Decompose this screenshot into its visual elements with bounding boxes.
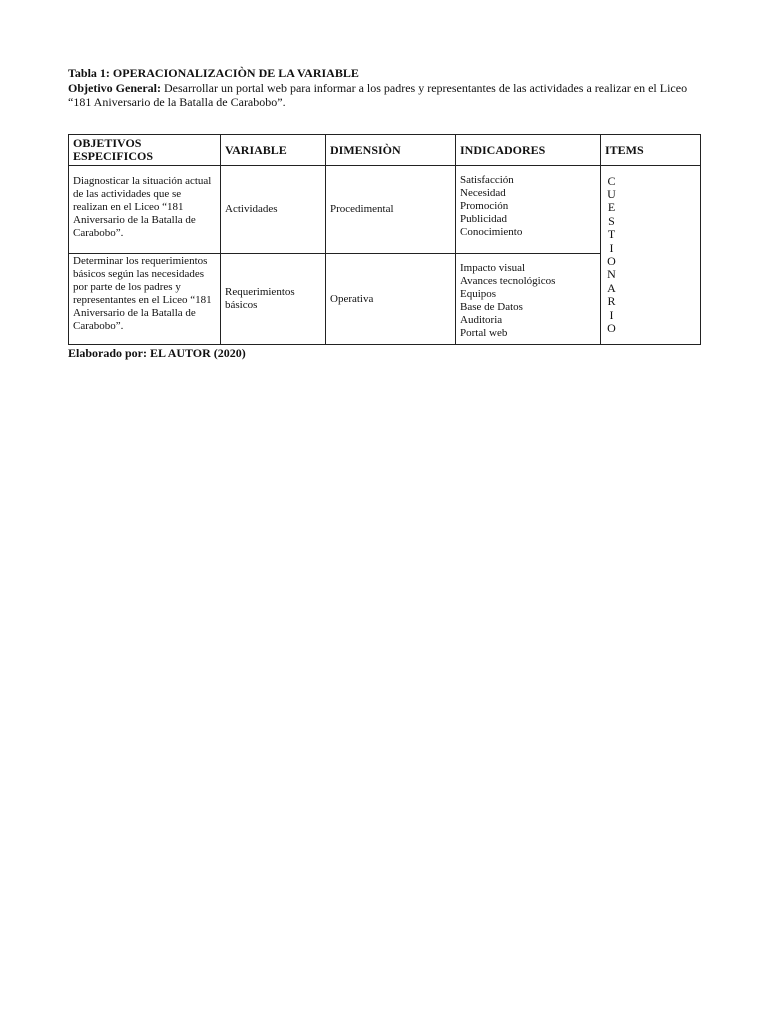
indicator-item: Publicidad (460, 213, 508, 225)
indicator-item: Portal web (460, 327, 508, 339)
cell-items (601, 166, 701, 345)
items-letter: I (609, 307, 614, 322)
items-letter: C (607, 173, 616, 188)
indicator-item: Avances tecnológicos (460, 275, 556, 287)
operationalization-table (68, 134, 701, 345)
cell-indicadores (456, 166, 601, 254)
indicator-item: Impacto visual (460, 262, 526, 274)
items-letter: I (609, 240, 614, 255)
general-objective (68, 81, 700, 109)
header-indicadores: INDICADORES (456, 135, 601, 166)
elaborated-by: Elaborado por: EL AUTOR (2020) (68, 346, 246, 360)
cell-indicadores (456, 254, 601, 345)
cell-variable: Requerimientos básicos (221, 254, 326, 345)
indicator-item: Auditoria (460, 314, 503, 326)
objective-label: Objetivo General: (68, 81, 161, 95)
cell-dimension: Procedimental (326, 166, 456, 254)
table-title: Tabla 1: OPERACIONALIZACIÒN DE LA VARIABLE (68, 66, 359, 80)
indicator-item: Equipos (460, 288, 497, 300)
items-letter: U (607, 186, 616, 201)
header-variable: VARIABLE (221, 135, 326, 166)
items-letter: A (607, 280, 616, 295)
items-letter: O (607, 321, 616, 336)
items-letter: R (607, 294, 616, 309)
indicator-item: Conocimiento (460, 226, 523, 238)
items-vertical-text (607, 175, 616, 336)
indicator-item: Promoción (460, 200, 509, 212)
cell-variable: Actividades (221, 166, 326, 254)
table-row (69, 166, 701, 254)
cell-objetivo: Determinar los requerimientos básicos según las necesidades por parte de los padres y representantes en el Liceo “181 Aniversario de la Batalla de Carabobo”. (69, 254, 221, 345)
cell-dimension: Operativa (326, 254, 456, 345)
objective-text: Desarrollar un portal web para informar a los padres y representantes de las actividades a realizar en el Liceo “181 Aniversario de la Batalla de Carabobo”. (68, 81, 688, 109)
items-letter: O (607, 254, 616, 268)
items-letter: S (608, 213, 615, 228)
table-header-row (69, 135, 701, 166)
items-letter: T (607, 227, 616, 242)
items-letter: N (607, 267, 616, 282)
header-dimension: DIMENSIÒN (326, 135, 456, 166)
indicator-item: Base de Datos (460, 301, 523, 313)
header-objetivos: OBJETIVOS ESPECIFICOS (69, 135, 221, 166)
indicator-item: Necesidad (460, 187, 506, 199)
indicator-item: Satisfacción (460, 174, 514, 186)
header-items: ITEMS (601, 135, 701, 166)
cell-objetivo: Diagnosticar la situación actual de las actividades que se realizan en el Liceo “181 Aniversario de la Batalla de Carabobo”. (69, 166, 221, 254)
items-letter: E (607, 200, 616, 215)
document-page (68, 66, 700, 360)
